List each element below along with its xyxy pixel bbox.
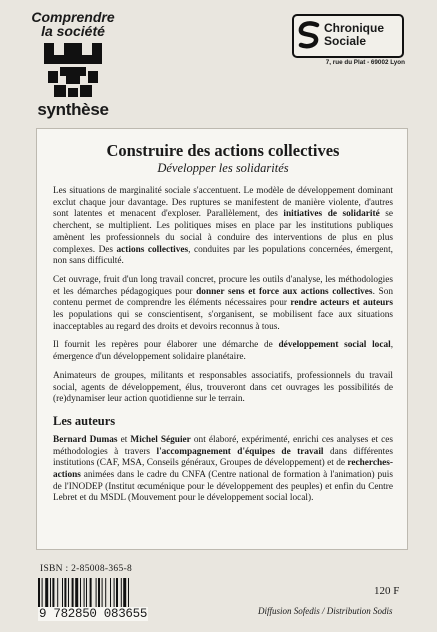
paragraph-authors: Bernard Dumas et Michel Séguier ont élaboré, expérimenté, enrichi ces analyses et ces méthodologies à travers l'accompagnement d'équipes de travail dans différentes institutions (CAF, MSA, Conseils généraux, Groupes de développement) et de recherches-actions animées dans le cadre du CNFA (Centre national de formation à l'animation) puis de l'INODEP (Institut œcuménique pour le développement des peuples) et enfin du Centre Lebret et du MSDL (Mouvement pour le développement social local). [53,434,394,504]
paragraph-2: Cet ouvrage, fruit d'un long travail concret, procure les outils d'analyse, les méthodologies et les démarches pédagogiques pour donner sens et force aux actions collectives. Son contenu permet de comprendre les éléments nécessaires pour rendre acteurs et auteurs les populations qui se conscientisent, s'organisent, se mobilisent face aux situations inacceptables au regard des droits et devoirs reconnus à tous. [53,274,393,332]
series-line-2: la société [41,23,105,39]
publisher-emblem-icon [298,21,320,49]
series-logo [18,10,128,119]
paragraph-1: Les situations de marginalité sociale s'accentuent. Le modèle de développement dominant exclut chaque jour davantage. Des ruptures se manifestent de manière violente, d'autres sont latentes et menacent d'exploser. Parallèlement, des initiatives de solidarité se cherchent, se multiplient. Les politiques mises en place par les institutions publiques amènent les professionnels du social à conduire des interventions de plus en plus complexes. Des actions collectives, conduites par les populations concernées, émergent, non sans difficulté. [53,186,393,267]
series-line-3: synthèse [37,100,109,119]
series-line-1: Comprendre [31,9,115,25]
publisher-name-line-2: Sociale [324,34,367,48]
book-subtitle: Développer les solidarités [157,161,289,175]
isbn-text: ISBN : 2-85008-365-8 [40,564,133,574]
publisher-name [324,22,384,48]
barcode-number: 9 782850 083655 [39,607,148,621]
series-emblem-icon [38,41,108,99]
paragraph-4: Animateurs de groupes, militants et responsables associatifs, professionnels du travail social, agents de développement, élus, trouveront dans cet ouvrages les possibilités de (re)dynamiser leur action quotidienne sur le terrain. [53,370,393,405]
paragraph-3: Il fournit les repères pour élaborer une démarche de développement social local, émergence d'un développement solidaire planétaire. [53,340,394,363]
publisher-name-line-1: Chronique [324,21,384,35]
publisher-logo [292,14,404,58]
distribution-text: Diffusion Sofedis / Distribution Sodis [258,606,393,616]
price-text: 120 F [374,585,400,597]
barcode-icon [38,578,158,610]
back-cover-panel [36,128,408,550]
book-title: Construire des actions collectives [106,141,340,160]
authors-heading: Les auteurs [53,413,116,428]
publisher-address: 7, rue du Plat - 69002 Lyon [325,59,405,66]
